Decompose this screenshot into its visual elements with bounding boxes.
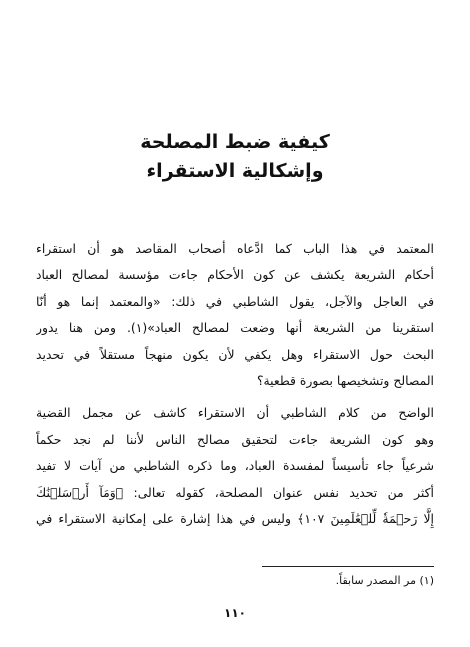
paragraph-2-line: شرعياً جاء تأسيساً لمفسدة العباد، وما ذكره الشاطبي من آيات لا تفيد	[36, 458, 434, 474]
paragraph-1-line: استقرينا من الشريعة أنها وضعت لمصالح العباد»(١). ومن هنا يدور	[36, 320, 434, 336]
chapter-title-line-2: وإشكالية الاستقراء	[146, 160, 324, 182]
paragraph-1-line: في العاجل والآجل، يقول الشاطبي في ذلك: «والمعتمد إنما هو أنّا	[36, 293, 434, 309]
footnote-divider	[262, 566, 434, 567]
paragraph-2-line: إِلَّا رَحۡمَةٗ لِّلۡعَٰلَمِينَ ١٠٧﴾ وليس في هذا إشارة على إمكانية الاستقراء في	[36, 511, 434, 527]
paragraph-1-line: البحث حول الاستقراء وهل يكفي لأن يكون منهجاً مستقلاً في تحديد	[36, 346, 434, 362]
chapter-title	[0, 128, 470, 186]
chapter-title-line-1: كيفية ضبط المصلحة	[140, 131, 330, 153]
paragraph-1-line: المصالح وتشخيصها بصورة قطعية؟	[256, 373, 434, 389]
paragraph-2-line: أكثر من تحديد نفس عنوان المصلحة، كقوله تعالى: ﴿وَمَآ أَرۡسَلۡنَٰكَ	[36, 484, 434, 500]
paragraph-2-line: الواضح من كلام الشاطبي أن الاستقراء كاشف عن مجمل القضية	[36, 405, 434, 421]
paragraph-1-line: أحكام الشريعة يكشف عن كون الأحكام جاءت مؤسسة لمصالح العباد	[36, 267, 434, 283]
page-number: ١١٠	[224, 606, 246, 620]
body-text	[36, 236, 434, 532]
footnote: (١) مر المصدر سابقاً.	[335, 574, 434, 587]
paragraph-1-line: المعتمد في هذا الباب كما ادَّعاه أصحاب المقاصد هو أن استقراء	[36, 241, 434, 256]
paragraph-2-line: وهو كون الشريعة جاءت لتحقيق مصالح الناس لأننا لم نجد حكماً	[36, 431, 434, 447]
paragraph-1	[36, 236, 434, 394]
paragraph-2	[36, 400, 434, 532]
